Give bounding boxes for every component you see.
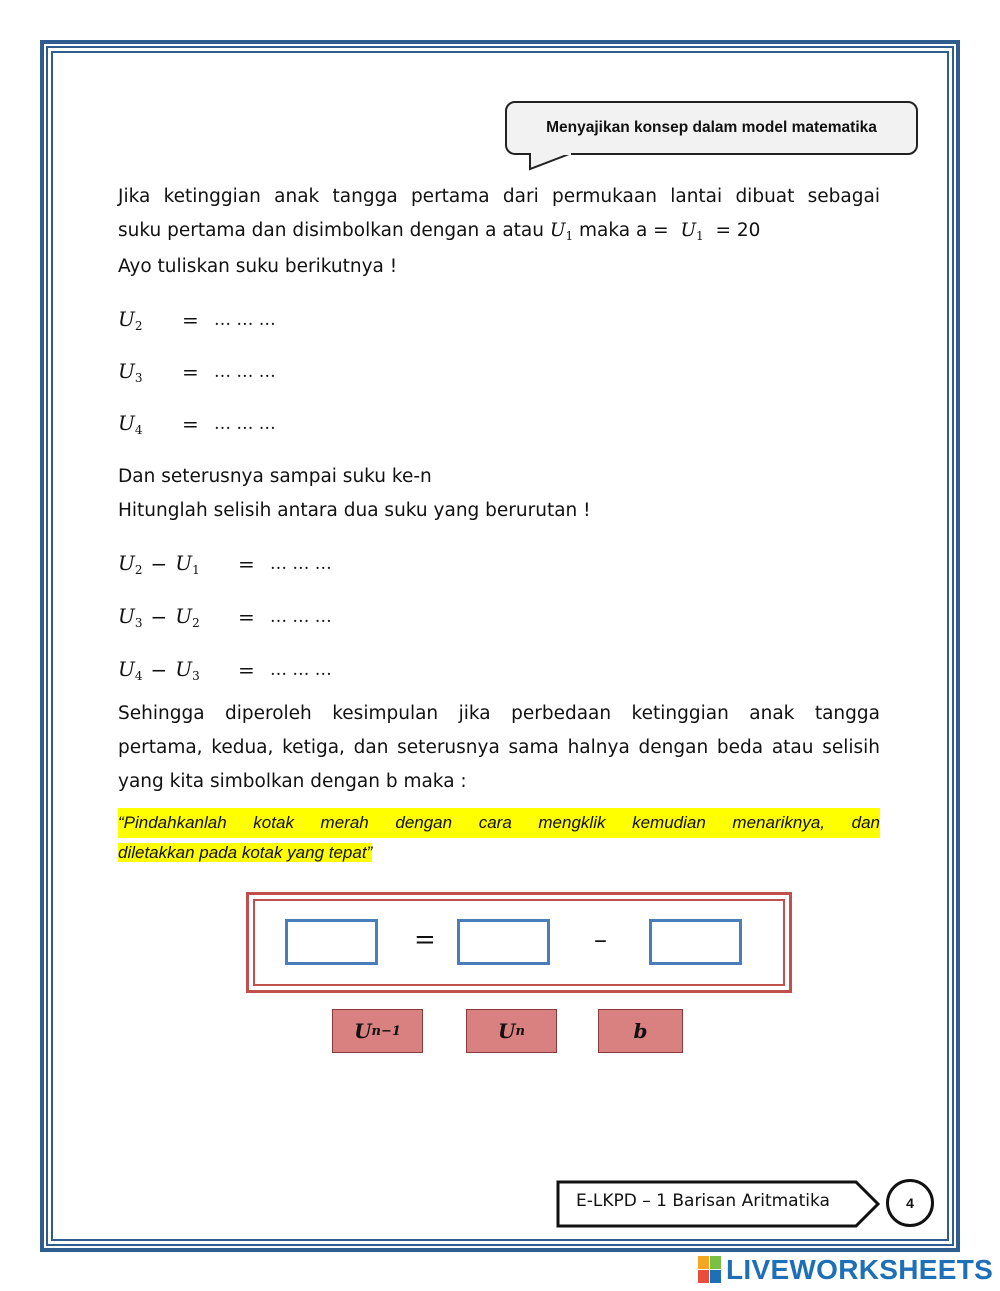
page-number (886, 1179, 934, 1227)
blank-value: … … … (214, 414, 276, 434)
u1-symbol: $U_1$ (549, 220, 574, 243)
minus-sign: − (150, 552, 168, 576)
blank-value: … … … (270, 554, 332, 574)
callout-text: Menyajikan konsep dalam model matematika (546, 119, 877, 136)
chip-subscript: n−1 (371, 1023, 401, 1039)
chip-base: U (498, 1019, 516, 1043)
intro-line-2-c: = 20 (715, 220, 761, 241)
instruction-text-1: “Pindahkanlah kotak merah dengan cara mengklik kemudian menariknya, dan (118, 808, 880, 838)
page-number-text: 4 (906, 1195, 914, 1211)
conclusion-line-1: Sehingga diperoleh kesimpulan jika perbedaan ketinggian anak tangga (118, 703, 880, 724)
u1-symbol-2: $U_1$ (680, 220, 704, 243)
middle-line-1: Dan seterusnya sampai suku ke-n (118, 466, 432, 487)
instruction-line-1 (118, 808, 880, 838)
difference-right-term: $U_2$ (175, 604, 200, 630)
equals-sign: = (238, 552, 255, 576)
difference-right-term: $U_1$ (175, 551, 200, 577)
equals-sign: = (182, 360, 199, 384)
term-row (118, 357, 276, 387)
instruction-line-2 (118, 838, 372, 868)
difference-row (118, 549, 332, 579)
equals-sign: = (182, 308, 199, 332)
conclusion-line-3: yang kita simbolkan dengan b maka : (118, 771, 467, 792)
draggable-chip-u-n[interactable] (466, 1009, 557, 1053)
term-row (118, 409, 276, 439)
equals-sign: = (238, 605, 255, 629)
conclusion-line-2: pertama, kedua, ketiga, dan seterusnya sama halnya dengan beda atau selisih (118, 737, 880, 758)
blank-value: … … … (214, 310, 276, 330)
term-label: $U_2$ (118, 307, 143, 333)
chip-subscript: n (515, 1023, 525, 1039)
blank-value: … … … (214, 362, 276, 382)
instruction-text-2: diletakkan pada kotak yang tepat” (118, 843, 373, 862)
equals-sign: = (238, 658, 255, 682)
draggable-chip-b[interactable] (598, 1009, 683, 1053)
blank-value: … … … (270, 660, 332, 680)
intro-line-2 (118, 214, 880, 253)
term-label: $U_4$ (118, 411, 143, 437)
difference-left-term: $U_2$ (118, 551, 143, 577)
minus-sign: − (150, 605, 168, 629)
difference-row (118, 602, 332, 632)
difference-left-term: $U_4$ (118, 657, 143, 683)
brand-name: LIVEWORKSHEETS (726, 1254, 994, 1285)
drop-slot-2[interactable] (457, 919, 550, 965)
draggable-chip-u-n-minus-1[interactable] (332, 1009, 423, 1053)
blank-value: … … … (270, 607, 332, 627)
intro-line-2-b: maka a = (579, 220, 669, 241)
footer-label: E-LKPD – 1 Barisan Aritmatika (576, 1191, 830, 1211)
minus-sign: − (150, 658, 168, 682)
intro-line-2-a: suku pertama dan disimbolkan dengan a atau (118, 220, 544, 241)
difference-right-term: $U_3$ (175, 657, 200, 683)
difference-row (118, 655, 332, 685)
formula-equals-sign: = (414, 925, 436, 955)
formula-minus-sign: – (594, 925, 607, 955)
intro-line-1: Jika ketinggian anak tangga pertama dari permukaan lantai dibuat sebagai (118, 186, 880, 207)
section-callout (505, 101, 918, 155)
callout-tail (528, 153, 580, 171)
chip-base: b (633, 1019, 648, 1043)
chip-base: U (354, 1019, 372, 1043)
difference-left-term: $U_3$ (118, 604, 143, 630)
middle-line-2: Hitunglah selisih antara dua suku yang berurutan ! (118, 500, 591, 521)
liveworksheets-logo-icon (698, 1256, 722, 1284)
equals-sign: = (182, 412, 199, 436)
drop-slot-1[interactable] (285, 919, 378, 965)
intro-line-3: Ayo tuliskan suku berikutnya ! (118, 256, 398, 277)
liveworksheets-brand (698, 1254, 993, 1286)
drop-slot-3[interactable] (649, 919, 742, 965)
term-label: $U_3$ (118, 359, 143, 385)
term-row (118, 305, 276, 335)
